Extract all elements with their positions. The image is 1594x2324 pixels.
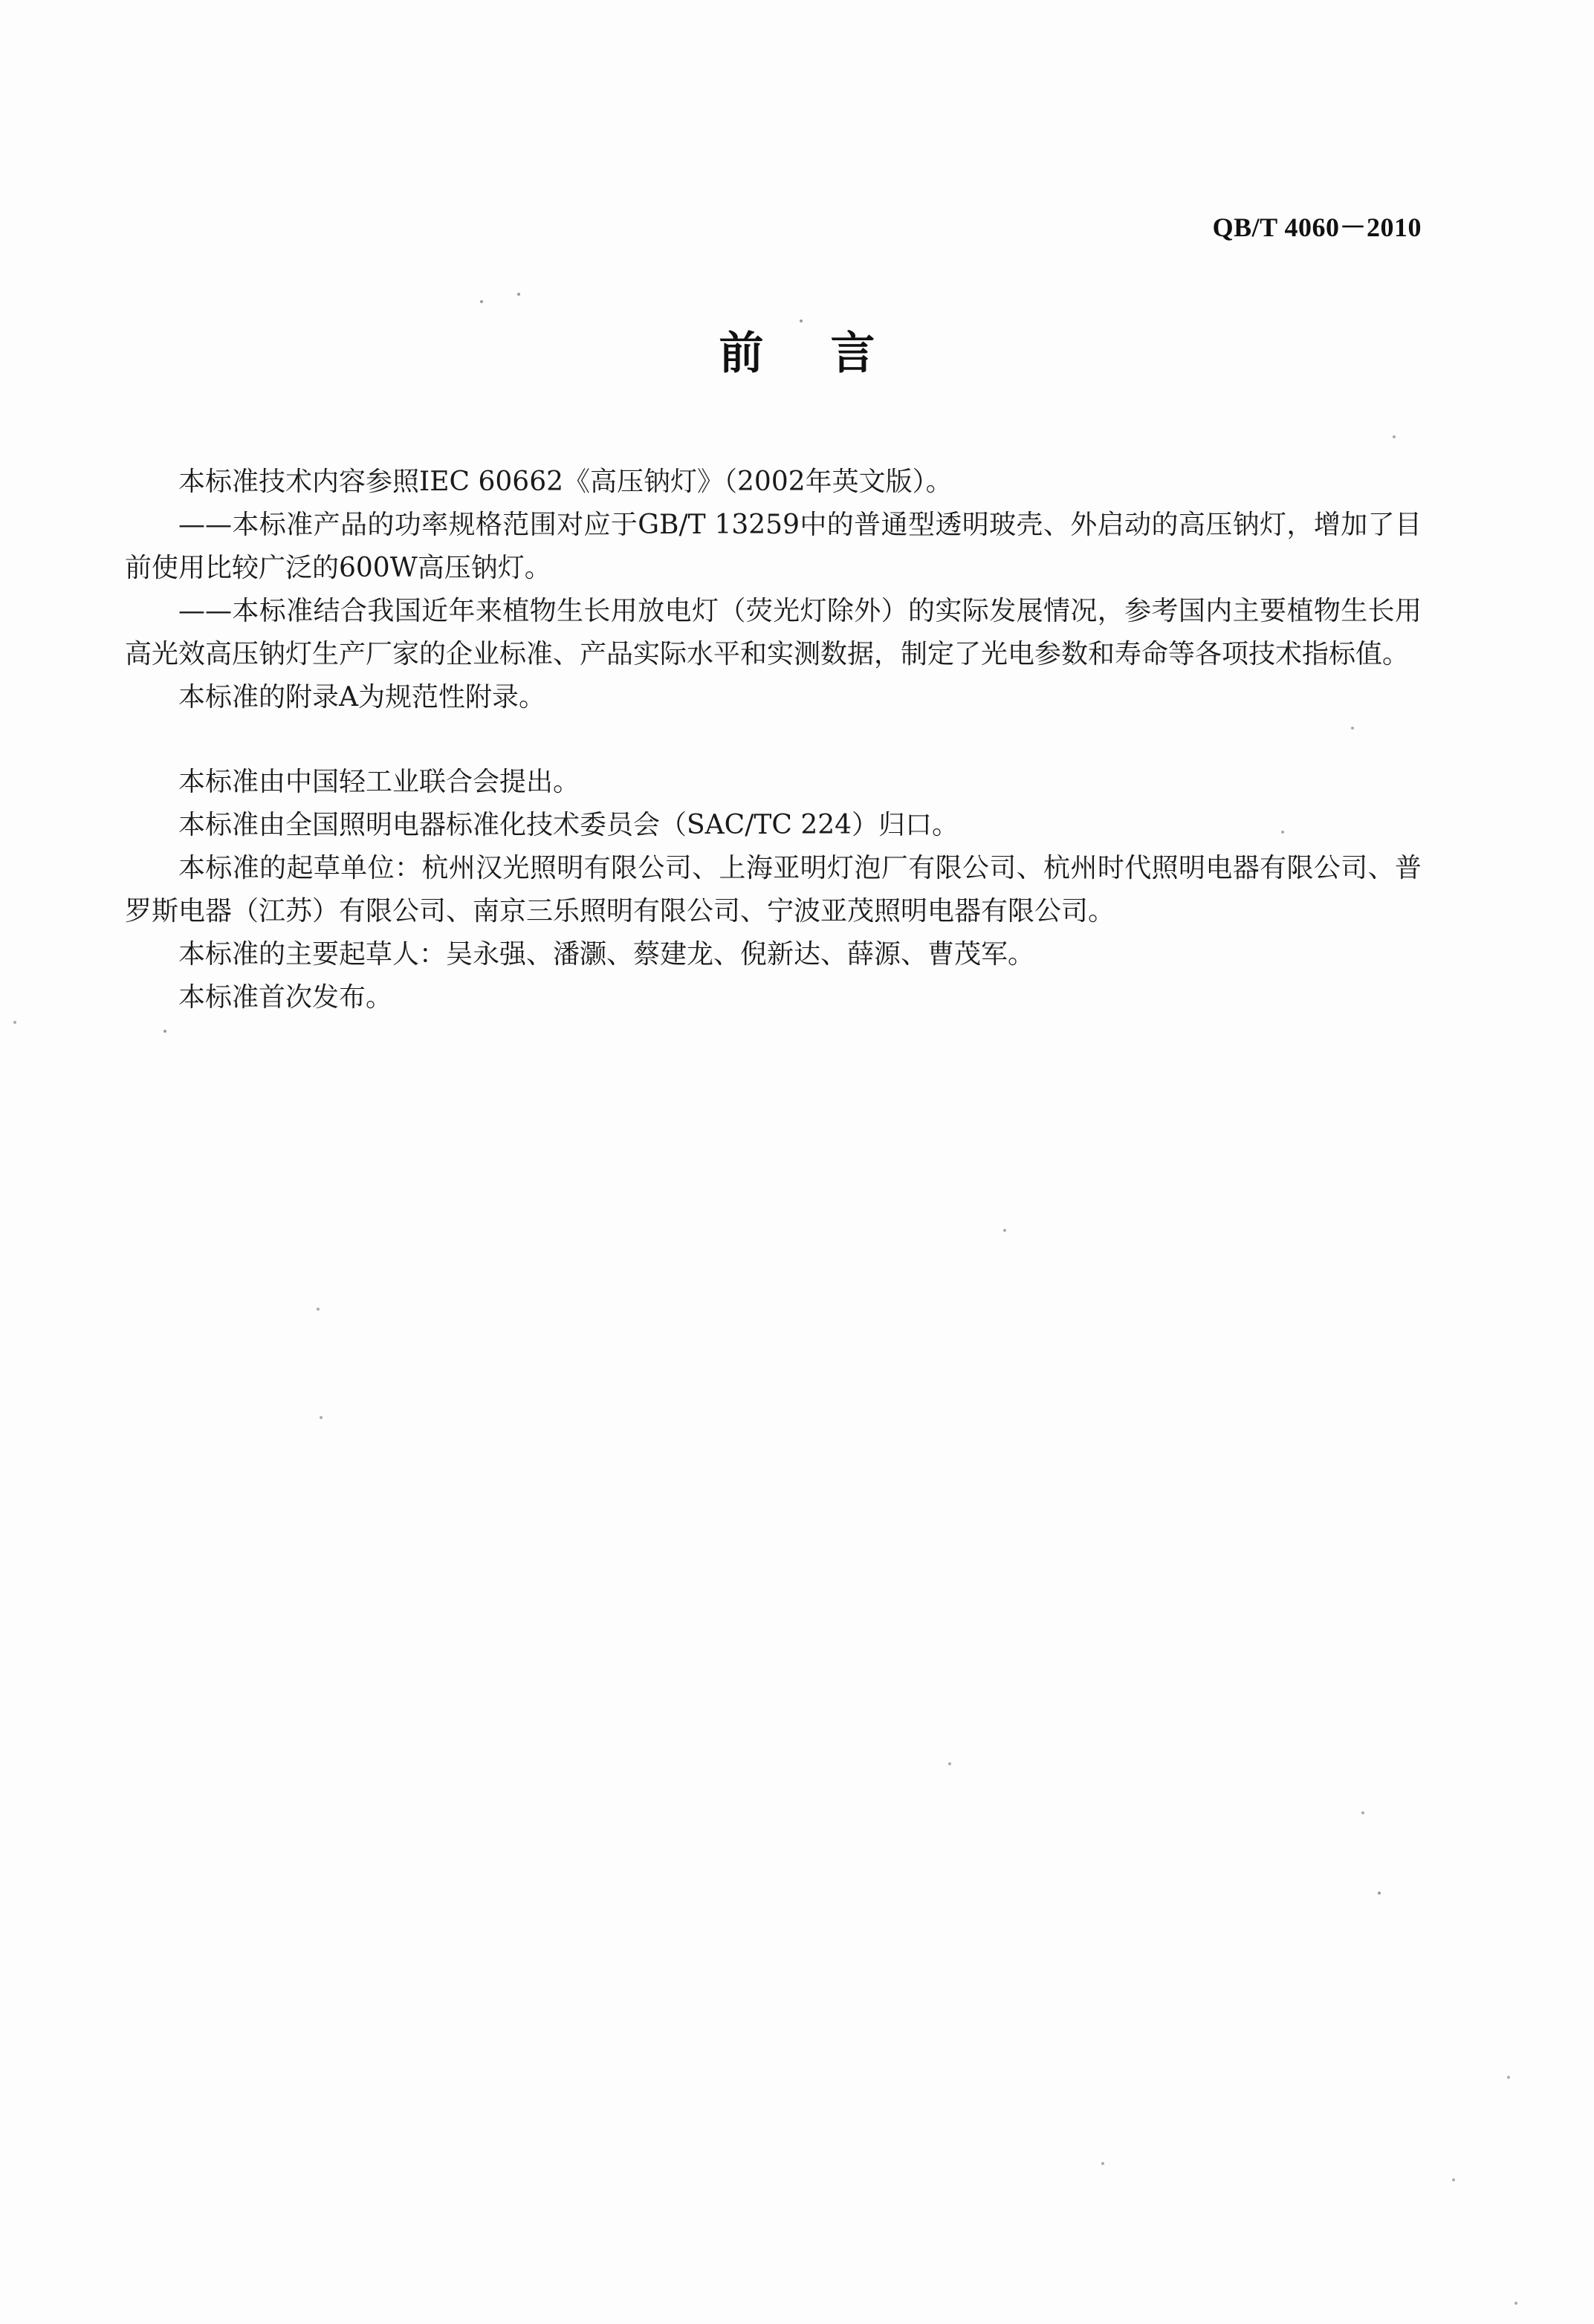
paragraph-drafters: 本标准的主要起草人：吴永强、潘灏、蔡建龙、倪新达、薛源、曹茂军。 (178, 939, 1035, 970)
paragraph-appendix: 本标准的附录A为规范性附录。 (178, 682, 545, 713)
standard-code: QB/T 4060－2010 (1212, 212, 1422, 242)
paragraph-first-release: 本标准首次发布。 (178, 982, 393, 1013)
page-title: 前言 (719, 328, 942, 380)
paragraph-committee: 本标准由全国照明电器标准化技术委员会（SAC/TC 224）归口。 (178, 810, 959, 840)
paragraph-drafting-units: 本标准的起草单位：杭州汉光照明有限公司、上海亚明灯泡厂有限公司、杭州时代照明电器有限公司、普罗斯电器（江苏）有限公司、南京三乐照明有限公司、宁波亚茂照明电器有限公司。 (125, 853, 1422, 926)
paragraph-gap (125, 719, 1422, 761)
paragraph-proposer: 本标准由中国轻工业联合会提出。 (178, 767, 580, 797)
paragraph-development: ——本标准结合我国近年来植物生长用放电灯（荧光灯除外）的实际发展情况，参考国内主要植物生长用高光效高压钠灯生产厂家的企业标准、产品实际水平和实测数据，制定了光电参数和寿命等各项技术指标值。 (125, 596, 1422, 669)
paragraph-power-range: ——本标准产品的功率规格范围对应于GB/T 13259中的普通型透明玻壳、外启动的高压钠灯，增加了目前使用比较广泛的600W高压钠灯。 (125, 510, 1422, 583)
foreword-body (125, 461, 1422, 1019)
paragraph-reference: 本标准技术内容参照IEC 60662《高压钠灯》（2002年英文版）。 (178, 467, 953, 497)
